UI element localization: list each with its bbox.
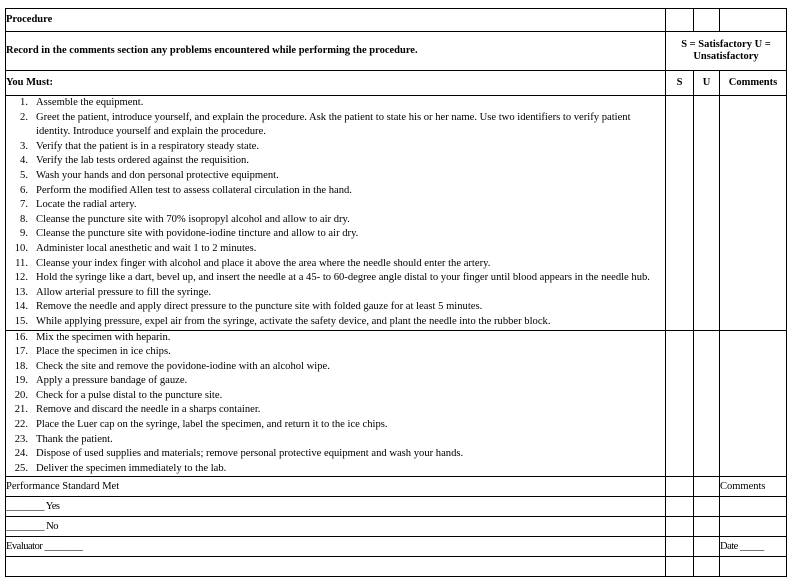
step-text: Check the site and remove the povidone-iodine with an alcohol wipe. [36, 360, 330, 372]
row-record-note [6, 32, 787, 71]
evaluator-u-cell[interactable] [694, 537, 720, 557]
procedure-row-comments-cell [720, 9, 787, 32]
row-no [6, 517, 787, 537]
steps-list-2 [6, 331, 665, 477]
performance-s-cell[interactable] [666, 477, 694, 497]
step-text: Remove the needle and apply direct pressure to the puncture site with folded gauze for at least 5 minutes. [36, 301, 483, 313]
step-number: 5. [20, 169, 28, 181]
row-performance-standard-met [6, 477, 787, 497]
step-number: 16. [14, 331, 28, 343]
step-item [6, 96, 665, 111]
evaluator-blank-line[interactable]: Evaluator ________ [6, 537, 666, 557]
step-number: 7. [20, 199, 28, 211]
step-item [6, 345, 665, 360]
column-header-comments: Comments [720, 71, 787, 96]
row-column-headers [6, 71, 787, 96]
step-item [6, 462, 665, 477]
row-steps-block-2 [6, 330, 787, 477]
step-number: 4. [20, 155, 28, 167]
step-text: Deliver the specimen immediately to the lab. [36, 462, 227, 474]
procedure-label: Procedure [6, 9, 666, 32]
step-number: 24. [14, 448, 28, 460]
trailing-main-cell [6, 557, 666, 577]
steps-block-1-comments-cell[interactable] [720, 96, 787, 331]
step-number: 3. [20, 140, 28, 152]
step-item [6, 271, 665, 286]
row-yes [6, 497, 787, 517]
step-item [6, 198, 665, 213]
row-evaluator [6, 537, 787, 557]
step-text: Place the specimen in ice chips. [36, 346, 171, 358]
step-number: 20. [14, 389, 28, 401]
procedure-row-u-cell [694, 9, 720, 32]
step-item [6, 169, 665, 184]
record-note-text: Record in the comments section any problems encountered while performing the procedure. [6, 32, 666, 71]
step-number: 22. [14, 419, 28, 431]
step-number: 1. [20, 97, 28, 108]
step-number: 23. [14, 433, 28, 445]
trailing-s-cell [666, 557, 694, 577]
step-number: 19. [14, 375, 28, 387]
step-number: 10. [14, 242, 28, 254]
step-text: Greet the patient, introduce yourself, and explain the procedure. Ask the patient to state his or her name. Use two identifiers to verify patient identity. Introduce yourself and explain the procedure. [36, 111, 631, 138]
steps-block-2-cell [6, 330, 666, 477]
step-number: 12. [14, 272, 28, 284]
row-steps-block-1 [6, 96, 787, 331]
step-text: Perform the modified Allen test to assess collateral circulation in the hand. [36, 184, 352, 196]
step-item [6, 447, 665, 462]
steps-block-1-cell [6, 96, 666, 331]
step-item [6, 257, 665, 272]
step-text: Apply a pressure bandage of gauze. [36, 375, 188, 387]
yes-blank-line[interactable]: ________ Yes [6, 497, 666, 517]
row-trailing [6, 557, 787, 577]
step-number: 21. [14, 404, 28, 416]
row-procedure-title [6, 9, 787, 32]
step-number: 17. [14, 346, 28, 358]
step-number: 9. [20, 228, 28, 240]
step-text: Cleanse the puncture site with 70% isopropyl alcohol and allow to air dry. [36, 213, 350, 225]
you-must-label: You Must: [6, 71, 666, 96]
yes-s-cell[interactable] [666, 497, 694, 517]
step-item [6, 286, 665, 301]
steps-block-2-comments-cell[interactable] [720, 330, 787, 477]
step-number: 13. [14, 286, 28, 298]
no-blank-line[interactable]: ________ No [6, 517, 666, 537]
step-number: 25. [14, 462, 28, 474]
column-header-u: U [694, 71, 720, 96]
step-text: Locate the radial artery. [36, 199, 137, 211]
performance-standard-met-label: Performance Standard Met [6, 477, 666, 497]
date-blank-line[interactable]: Date _____ [720, 537, 787, 557]
step-item [6, 433, 665, 448]
step-item [6, 374, 665, 389]
step-text: While applying pressure, expel air from the syringe, activate the safety device, and plant the needle into the rubber block. [36, 315, 551, 327]
step-item [6, 315, 665, 330]
step-item [6, 111, 665, 140]
evaluator-s-cell[interactable] [666, 537, 694, 557]
steps-block-2-u-cell[interactable] [694, 330, 720, 477]
step-item [6, 418, 665, 433]
step-number: 18. [14, 360, 28, 372]
step-text: Place the Luer cap on the syringe, label the specimen, and return it to the ice chips. [36, 419, 388, 431]
step-text: Allow arterial pressure to fill the syringe. [36, 286, 212, 298]
yes-u-cell[interactable] [694, 497, 720, 517]
step-text: Verify the lab tests ordered against the requisition. [36, 155, 249, 167]
no-comments-cell[interactable] [720, 517, 787, 537]
yes-comments-cell[interactable] [720, 497, 787, 517]
step-text: Mix the specimen with heparin. [36, 331, 171, 343]
steps-block-1-u-cell[interactable] [694, 96, 720, 331]
step-number: 14. [14, 301, 28, 313]
trailing-u-cell [694, 557, 720, 577]
no-u-cell[interactable] [694, 517, 720, 537]
step-number: 8. [20, 213, 28, 225]
step-text: Remove and discard the needle in a sharps container. [36, 404, 261, 416]
step-number: 2. [20, 111, 28, 123]
step-number: 6. [20, 184, 28, 196]
step-item [6, 154, 665, 169]
step-text: Dispose of used supplies and materials; remove personal protective equipment and wash your hands. [36, 448, 464, 460]
step-text: Cleanse the puncture site with povidone-iodine tincture and allow to air dry. [36, 228, 359, 240]
step-text: Thank the patient. [36, 433, 113, 445]
step-item [6, 140, 665, 155]
step-item [6, 213, 665, 228]
step-text: Check for a pulse distal to the puncture site. [36, 389, 223, 401]
procedure-checklist-table [5, 8, 787, 577]
step-text: Assemble the equipment. [36, 97, 144, 108]
step-number: 11. [15, 257, 28, 269]
trailing-comments-cell [720, 557, 787, 577]
procedure-row-s-cell [666, 9, 694, 32]
step-text: Cleanse your index finger with alcohol and place it above the area where the needle should enter the artery. [36, 257, 491, 269]
step-item [6, 331, 665, 346]
step-item [6, 360, 665, 375]
step-text: Wash your hands and don personal protective equipment. [36, 169, 279, 181]
steps-list-1 [6, 96, 665, 330]
step-number: 15. [14, 315, 28, 327]
step-item [6, 184, 665, 199]
step-item [6, 242, 665, 257]
step-item [6, 227, 665, 242]
step-item [6, 403, 665, 418]
steps-block-1-s-cell[interactable] [666, 96, 694, 331]
steps-block-2-s-cell[interactable] [666, 330, 694, 477]
no-s-cell[interactable] [666, 517, 694, 537]
step-text: Verify that the patient is in a respiratory steady state. [36, 140, 259, 152]
step-text: Administer local anesthetic and wait 1 to 2 minutes. [36, 242, 257, 254]
performance-u-cell[interactable] [694, 477, 720, 497]
step-item [6, 300, 665, 315]
satisfactory-legend: S = Satisfactory U = Unsatisfactory [666, 32, 787, 71]
column-header-s: S [666, 71, 694, 96]
footer-comments-label: Comments [720, 477, 787, 497]
step-text: Hold the syringe like a dart, bevel up, and insert the needle at a 45- to 60-degree angle distal to your finger until blood appears in the needle hub. [36, 272, 650, 284]
step-item [6, 389, 665, 404]
